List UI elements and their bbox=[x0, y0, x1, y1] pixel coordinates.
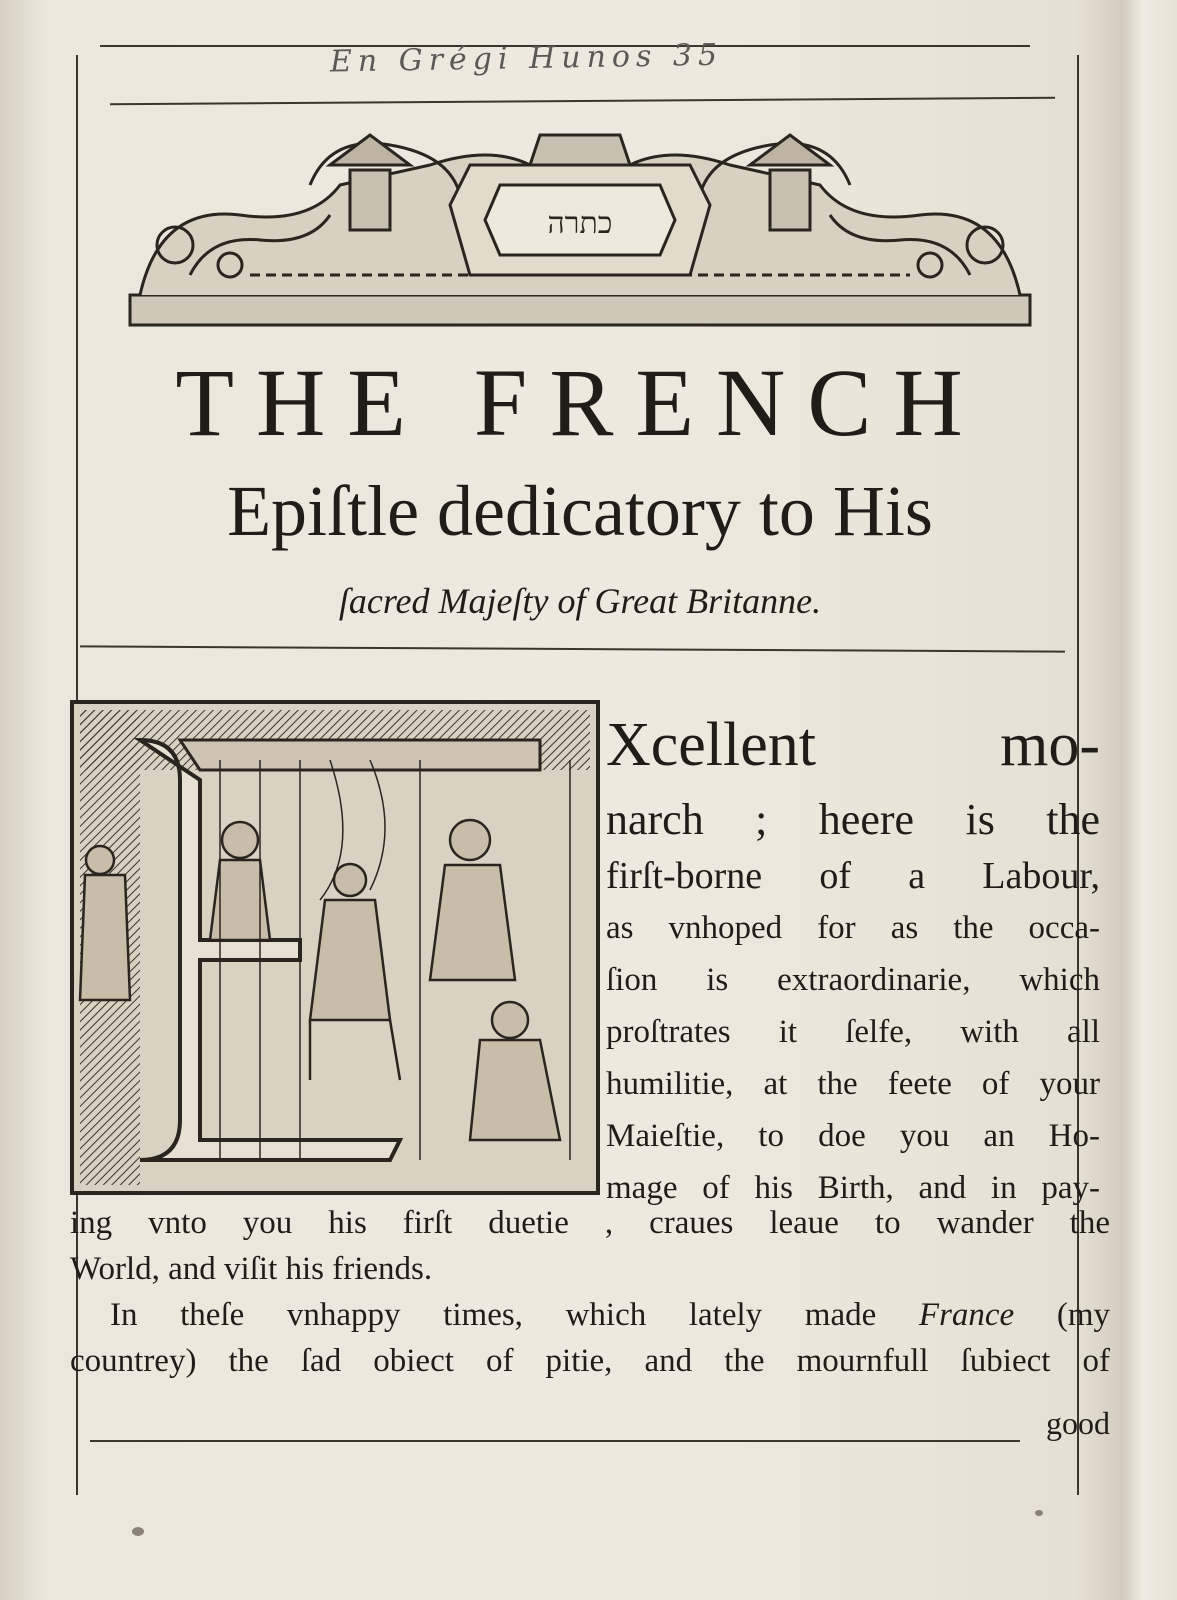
catchword: good bbox=[1046, 1405, 1110, 1441]
ink-smudge bbox=[1035, 1510, 1043, 1516]
body-line: World, and viſit his friends. bbox=[70, 1251, 433, 1287]
title-line-1: THE FRENCH bbox=[175, 349, 985, 456]
body-line: ſion is extraordinarie, which bbox=[606, 962, 1100, 998]
body-full-width bbox=[70, 1200, 1110, 1384]
body-line: firſt-borne of a Labour, bbox=[606, 855, 1100, 897]
body-line: humilitie, at the feete of your bbox=[606, 1066, 1100, 1102]
woodcut-initial bbox=[70, 700, 600, 1195]
body-line: Xcellent mo- bbox=[606, 711, 1100, 779]
page-edge bbox=[1120, 0, 1177, 1600]
bottom-rule bbox=[90, 1440, 1020, 1442]
body-line: narch ; heere is the bbox=[606, 795, 1100, 844]
paragraph-2-line-1 bbox=[70, 1292, 1110, 1338]
title-line-2: Epiſtle dedicatory to His bbox=[227, 471, 933, 551]
body-right-column bbox=[606, 700, 1100, 1214]
paragraph-2-pre: In theſe vnhappy times, which lately made bbox=[110, 1297, 919, 1333]
body-line: mage of his Birth, and in pay- bbox=[606, 1170, 1100, 1206]
paragraph-2-post: (my bbox=[1014, 1297, 1110, 1333]
ink-smudge bbox=[132, 1527, 144, 1536]
body-line: ing vnto you his firſt duetie , craues leaue to wander the bbox=[70, 1205, 1110, 1241]
ornamental-headpiece bbox=[130, 125, 1030, 335]
body-line: Maieſtie, to doe you an Ho- bbox=[606, 1118, 1100, 1154]
body-line: as vnhoped for as the occa- bbox=[606, 910, 1100, 946]
paragraph-2-line-2: countrey) the ſad obiect of pitie, and the mournfull ſubiect of bbox=[70, 1343, 1110, 1379]
handwritten-note: En Grégi Hunos 35 bbox=[329, 37, 724, 80]
title-line-3: ſacred Majeſty of Great Britanne. bbox=[338, 581, 822, 621]
cartouche-text: כתרה bbox=[547, 206, 613, 241]
paragraph-2-italic: France bbox=[918, 1297, 1015, 1333]
body-line: proſtrates it ſelfe, with all bbox=[606, 1014, 1100, 1050]
